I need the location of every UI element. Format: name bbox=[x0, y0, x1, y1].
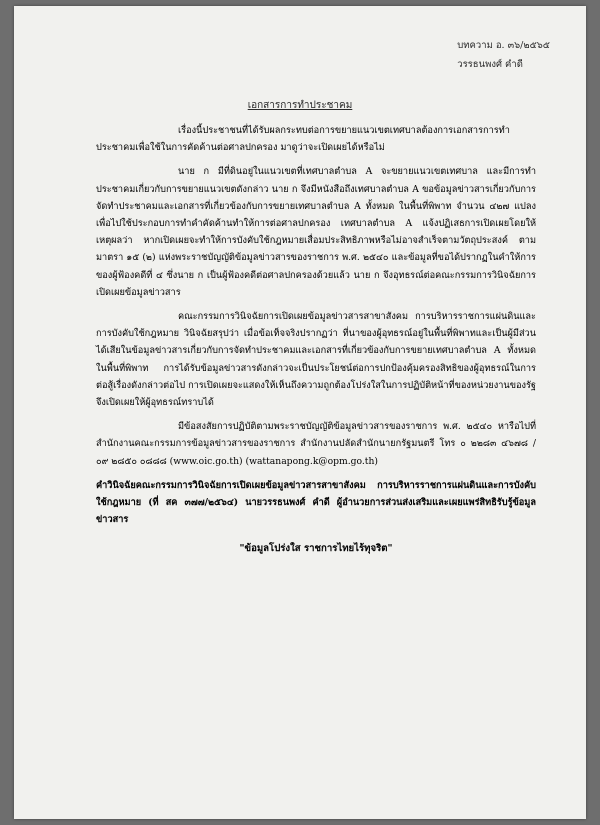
contact-paragraph: มีข้อสงสัยการปฏิบัติตามพระราชบัญญัติข้อมูลข่าวสารของราชการ พ.ศ. ๒๕๔๐ หารือไปที่สำนักงานคณะกรรมการข้อมูลข่าวสารของราชการ สำนักงานปลัดสำนักนายกรัฐมนตรี โทร ๐ ๒๒๘๓ ๔๖๗๘ / ๐๙ ๒๘๕๐ ๐๘๘๘ (www.oic.go.th) (wattanapong.k@opm.go.th) bbox=[96, 421, 536, 467]
article-number: บทความ อ. ๓๖/๒๕๖๕ bbox=[457, 40, 550, 51]
intro-paragraph: เรื่องนี้ประชาชนที่ได้รับผลกระทบต่อการขยายแนวเขตเทศบาลต้องการเอกสารการทำประชาคมเพื่อใช้ในการคัดค้านต่อศาลปกครอง มาดูว่าจะเปิดเผยได้หรือไม่ bbox=[96, 125, 510, 154]
document-body bbox=[96, 122, 536, 558]
author-name: วรรธนพงศ์ คำดี bbox=[457, 59, 523, 70]
article-reference bbox=[457, 36, 550, 74]
document-title: เอกสารการทำประชาคม bbox=[247, 100, 353, 111]
ruling-paragraph: คณะกรรมการวินิจฉัยการเปิดเผยข้อมูลข่าวสารสาขาสังคม การบริหารราชการแผ่นดินและการบังคับใช้กฎหมาย วินิจฉัยสรุปว่า เมื่อข้อเท็จจริงปรากฏว่า ที่นาของผู้อุทธรณ์อยู่ในพื้นที่พิพาทและเป็นผู้มีส่วนได้เสียในข้อมูลข่าวสารเกี่ยวกับการจัดทำประชาคมและเอกสารที่เกี่ยวข้องกับการขยายเทศบาลตำบล A ทั้งหมดในพื้นที่พิพาท การได้รับข้อมูลข่าวสารดังกล่าวจะเป็นประโยชน์ต่อการปกป้องคุ้มครองสิทธิของผู้อุทธรณ์ในการต่อสู้เรื่องดังกล่าวต่อไป การเปิดเผยจะแสดงให้เห็นถึงความถูกต้องโปร่งใสในการปฏิบัติหน้าที่ของหน่วยงานของรัฐจึงเปิดเผยให้ผู้อุทธรณ์ทราบได้ bbox=[96, 311, 536, 409]
citation-paragraph: คำวินิจฉัยคณะกรรมการวินิจฉัยการเปิดเผยข้อมูลข่าวสารสาขาสังคม การบริหารราชการแผ่นดินและการบังคับใช้กฎหมาย (ที่ สค ๓๗๗/๒๕๖๔) นายวรรธนพงศ์ คำดี ผู้อำนวยการส่วนส่งเสริมและเผยแพร่สิทธิรับรู้ข้อมูลข่าวสาร bbox=[96, 479, 536, 526]
facts-paragraph: นาย ก มีที่ดินอยู่ในแนวเขตที่เทศบาลตำบล A จะขยายแนวเขตเทศบาล และมีการทำประชาคมเกี่ยวกับการขยายแนวเขตดังกล่าว นาย ก จึงมีหนังสือถึงเทศบาลตำบล A ขอข้อมูลข่าวสารเกี่ยวกับการจัดทำประชาคมและเอกสารที่เกี่ยวข้องกับการขยายเทศบาลตำบล A ทั้งหมด ในพื้นที่พิพาท จำนวน ๔๒๗ แปลง เพื่อไปใช้ประกอบการทำคำคัดค้านทำให้การต่อศาลปกครอง เทศบาลตำบล A แจ้งปฏิเสธการเปิดเผยโดยให้เหตุผลว่า หากเปิดเผยจะทำให้การบังคับใช้กฎหมายเสื่อมประสิทธิภาพหรือไม่อาจสำเร็จตามวัตถุประสงค์ ตามมาตรา ๑๕ (๒) แห่งพระราชบัญญัติข้อมูลข่าวสารของราชการ พ.ศ. ๒๕๔๐ และข้อมูลที่ขอได้ปรากฏในคำให้การของผู้ฟ้องคดีที่ ๔ ซึ่งนาย ก เป็นผู้ฟ้องคดีต่อศาลปกครองด้วยแล้ว นาย ก จึงอุทธรณ์ต่อคณะกรรมการวินิจฉัยการเปิดเผยข้อมูลข่าวสาร bbox=[96, 166, 536, 298]
slogan: "ข้อมูลโปร่งใส ราชการไทยไร้ทุจริต" bbox=[239, 543, 393, 555]
